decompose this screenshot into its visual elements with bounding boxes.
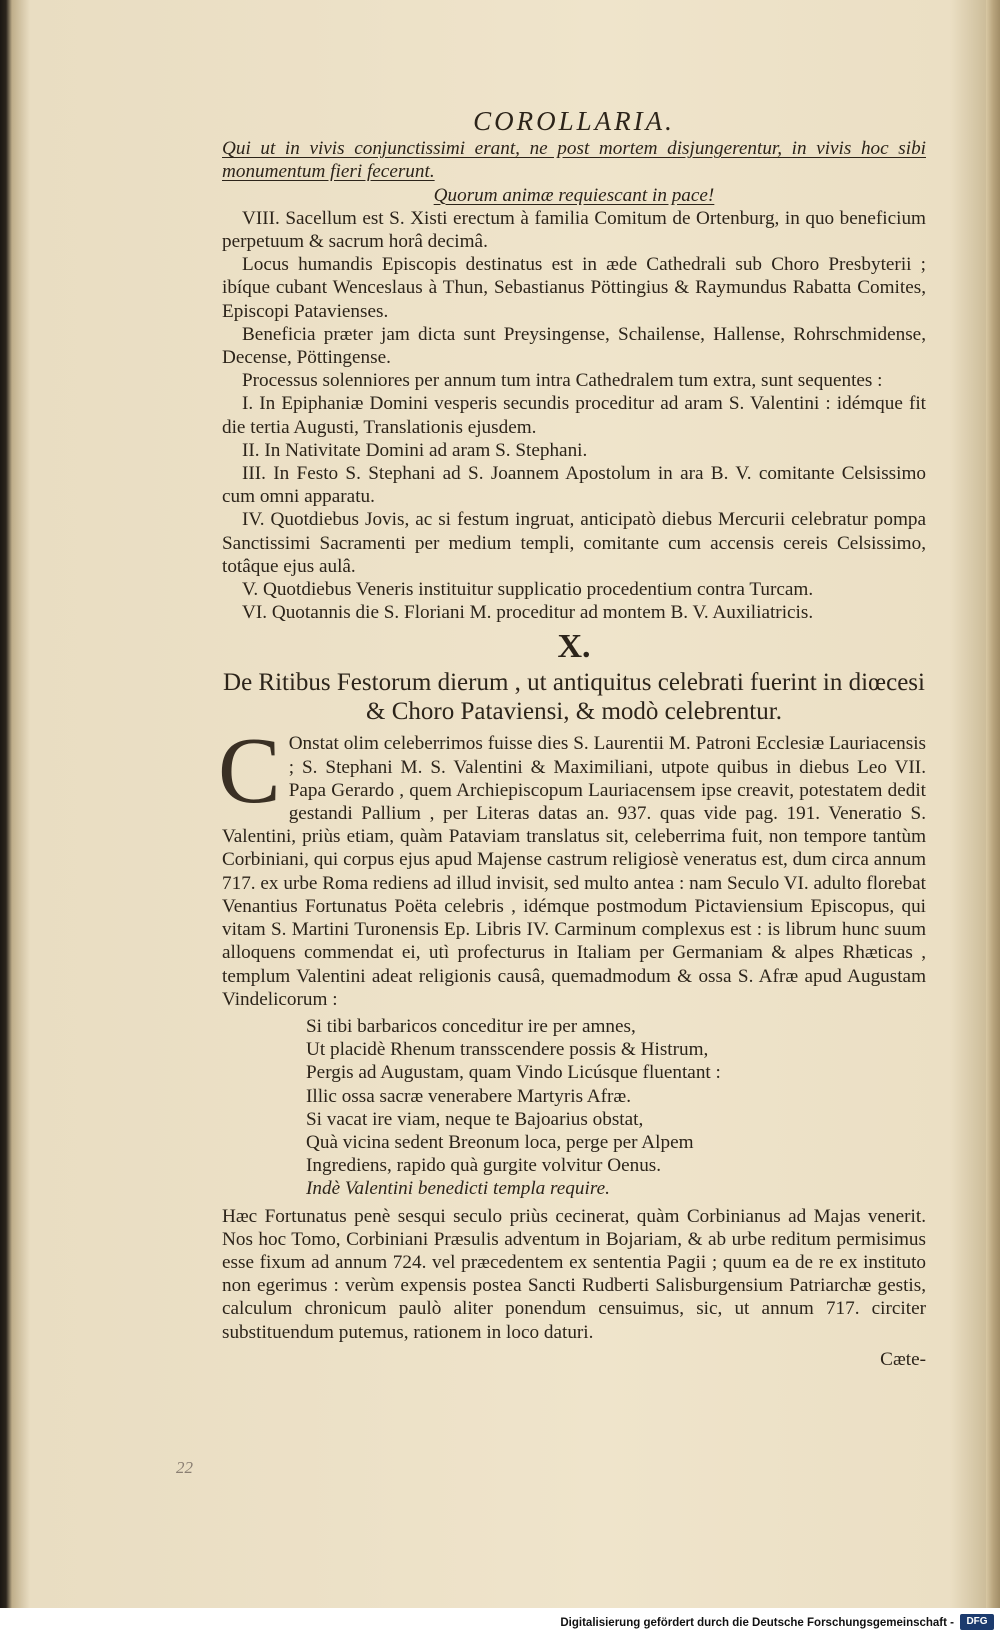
paragraph: Locus humandis Episcopis destinatus est in æde Cathedrali sub Choro Presbyterii ; ibíque cubant Wenceslaus à Thun, Sebastianus Pöttingius & Raymundus Rabatta Comites, Episcopi Patavienses. [222,254,926,322]
poem-line: Si vacat ire viam, neque te Bajoarius obstat, [306,1108,644,1130]
poem-line: Quà vicina sedent Breonum loca, perge per Alpem [306,1131,694,1153]
list-item: I. In Epiphaniæ Domini vesperis secundis proceditur ad aram S. Valentini : idémque fit die tertia Augusti, Translationis ejusdem. [222,393,926,438]
epitaph-prayer: Quorum animæ requiescant in pace! [433,184,715,206]
closing-paragraph: Hæc Fortunatus penè sesqui seculo priùs cecinerat, quàm Corbinianus ad Majas venerit. Nos hoc Tomo, Corbiniani Præsulis adventum in Bojariam, & ab urbe reditum permisimus esse fixum ad annum 724. vel præcedentem ex sententia Pagii ; quum ea de re ex instituto non egerimus : verùm expensis postea Sancti Rudberti Salisburgensium Patriarchæ gestis, calculum chronicum paulò aliter ponendum censuimus, sic, ut annum 717. circiter substituendum putemus, rationem in loco daturi. [222,1205,926,1343]
list-item: V. Quotdiebus Veneris instituitur supplicatio procedentium contra Turcam. [242,579,814,601]
main-paragraph-text: Onstat olim celeberrimos fuisse dies S. Laurentii M. Patroni Ecclesiæ Lauriacensis ; S. Stephani M. S. Valentini & Maximiliani, utpote quibus in diebus Leo VII. Papa Gerardo , quem Archiepiscopum Lauriacensem ipse creavit, potestatem dedit gestandi Pallium , per Literas datas an. 937. quas vide pag. 191. Veneratio S. Valentini, priùs etiam, quàm Pataviam translatus sit, celeberrima fuit, non tempore tantùm Corbiniani, qui corpus ejus apud Majense castrum religiosè veneratus est, dum circa annum 717. ex urbe Roma rediens ad illud invisit, sed multo antea : nam Seculo VI. adulto florebat Venantius Fortunatus Poëta celebris , idémque postmodum Pictaviensium Episcopus, qui vitam S. Martini Turonensis Ep. Libris IV. Carminum complexus est : is librum hunc suum alloquens commendat ei, utì profecturus in Italiam per Germaniam & alpes Rhæticas , templum Valentini adeat religionis causâ, quemadmodum & ossa S. Afræ apud Augustam Vindelicorum : [222,733,926,1010]
running-head: COROLLARIA. [473,106,675,136]
funding-notice: Digitalisierung gefördert durch die Deutsche Forschungsgemeinschaft - [560,1617,954,1629]
paragraph: Beneficia præter jam dicta sunt Preysingense, Schailense, Hallense, Rohrschmidense, Decense, Pöttingense. [222,323,926,369]
section-number: X. [557,628,591,666]
main-paragraph [218,719,926,1010]
pencil-margin-note: 22 [176,1458,193,1477]
dfg-logo-icon: DFG [960,1614,994,1630]
catchword: Cæte- [880,1348,926,1370]
page-edge [986,0,1000,1608]
paragraph: VIII. Sacellum est S. Xisti erectum à familia Comitum de Ortenburg, in quo beneficium perpetuum & sacrum horâ decimâ. [222,207,926,253]
poem-line: Si tibi barbaricos conceditur ire per amnes, [306,1015,636,1037]
epitaph-line: Qui ut in vivis conjunctissimi erant, ne post mortem disjungerentur, in vivis hoc sibi monumentum fieri fecerunt. [222,138,926,183]
poem-line: Illic ossa sacræ venerabere Martyris Afræ. [306,1085,632,1107]
poem-line: Pergis ad Augustam, quam Vindo Licúsque fluentant : [306,1062,721,1084]
paragraph: Processus solenniores per annum tum intra Cathedralem tum extra, sunt sequentes : [242,370,883,392]
list-item: II. In Nativitate Domini ad aram S. Stephani. [242,439,588,461]
list-item: III. In Festo S. Stephani ad S. Joannem Apostolum in ara B. V. comitante Celsissimo cum omni apparatu. [222,463,926,508]
list-item: IV. Quotdiebus Jovis, ac si festum ingruat, anticipatò diebus Mercurii celebratur pompa Sanctissimi Sacramenti per medium templi, comitante cum accensis cereis Celsissimo, totâque ejus aulâ. [222,509,926,577]
list-item: VI. Quotannis die S. Floriani M. proceditur ad montem B. V. Auxiliatricis. [242,602,814,624]
drop-capital: C [218,719,281,824]
poem [306,1015,926,1201]
footer-bar [0,1608,1000,1637]
poem-line: Indè Valentini benedicti templa require. [306,1178,610,1200]
poem-line: Ut placidè Rhenum transscendere possis & Histrum, [306,1039,709,1061]
poem-line: Ingrediens, rapido quà gurgite volvitur Oenus. [306,1155,662,1177]
page-body [218,100,926,1371]
section-title: De Ritibus Festorum dierum , ut antiquitus celebrati fuerint in diœcesi & Choro Pataviensi, & modò celebrentur. [223,669,925,726]
